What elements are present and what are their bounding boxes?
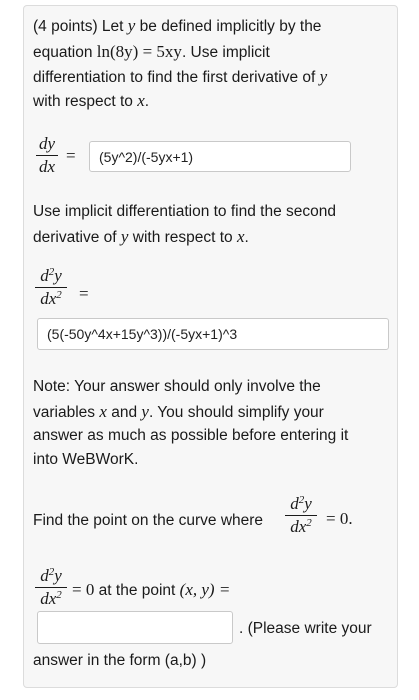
note-line1: Note: Your answer should only involve the [33,378,321,395]
problem-intro-line2: equation ln(8y) = 5xy. Use implicit [33,42,270,61]
second-equals-sign: = [79,284,89,303]
point-answer-field[interactable] [37,611,233,644]
d2y-dx2-fraction-inline: $d^2y$ $dx^2$ [285,494,317,537]
third-prompt-equals-zero: = 0. [326,509,353,528]
first-equals-sign: = [66,146,76,165]
note-line4: into WeBWorK. [33,451,139,468]
problem-intro-line4: with respect to x. [33,91,150,110]
note-line2: variables x and y. You should simplify your [33,402,324,421]
point-statement: = 0 at the point (x, y) = [72,580,231,599]
third-prompt-text: Find the point on the curve where [33,512,264,529]
d2y-dx2-fraction-point: $d^2y$ $dx^2$ [35,566,67,609]
point-format-hint: . (Please write your [239,620,372,637]
problem-intro-line1: (4 points) Let y be defined implicitly by the [33,16,322,35]
second-derivative-answer-field[interactable]: (5(-50y^4x+15y^3))/(-5yx+1)^3 [37,318,389,350]
second-prompt-line1: Use implicit differentiation to find the second [33,203,336,220]
first-derivative-answer-field[interactable]: (5y^2)/(-5yx+1) [89,141,351,172]
dy-dx-fraction: dy dx [36,134,58,177]
second-prompt-line2: derivative of y with respect to x. [33,227,249,246]
d2y-dx2-fraction: $d^2y$ $dx^2$ [35,266,67,309]
point-format-hint-line2: answer in the form (a,b) ) [33,652,207,669]
problem-intro-line3: differentiation to find the first derivative of y [33,67,328,86]
note-line3: answer as much as possible before entering it [33,427,349,444]
